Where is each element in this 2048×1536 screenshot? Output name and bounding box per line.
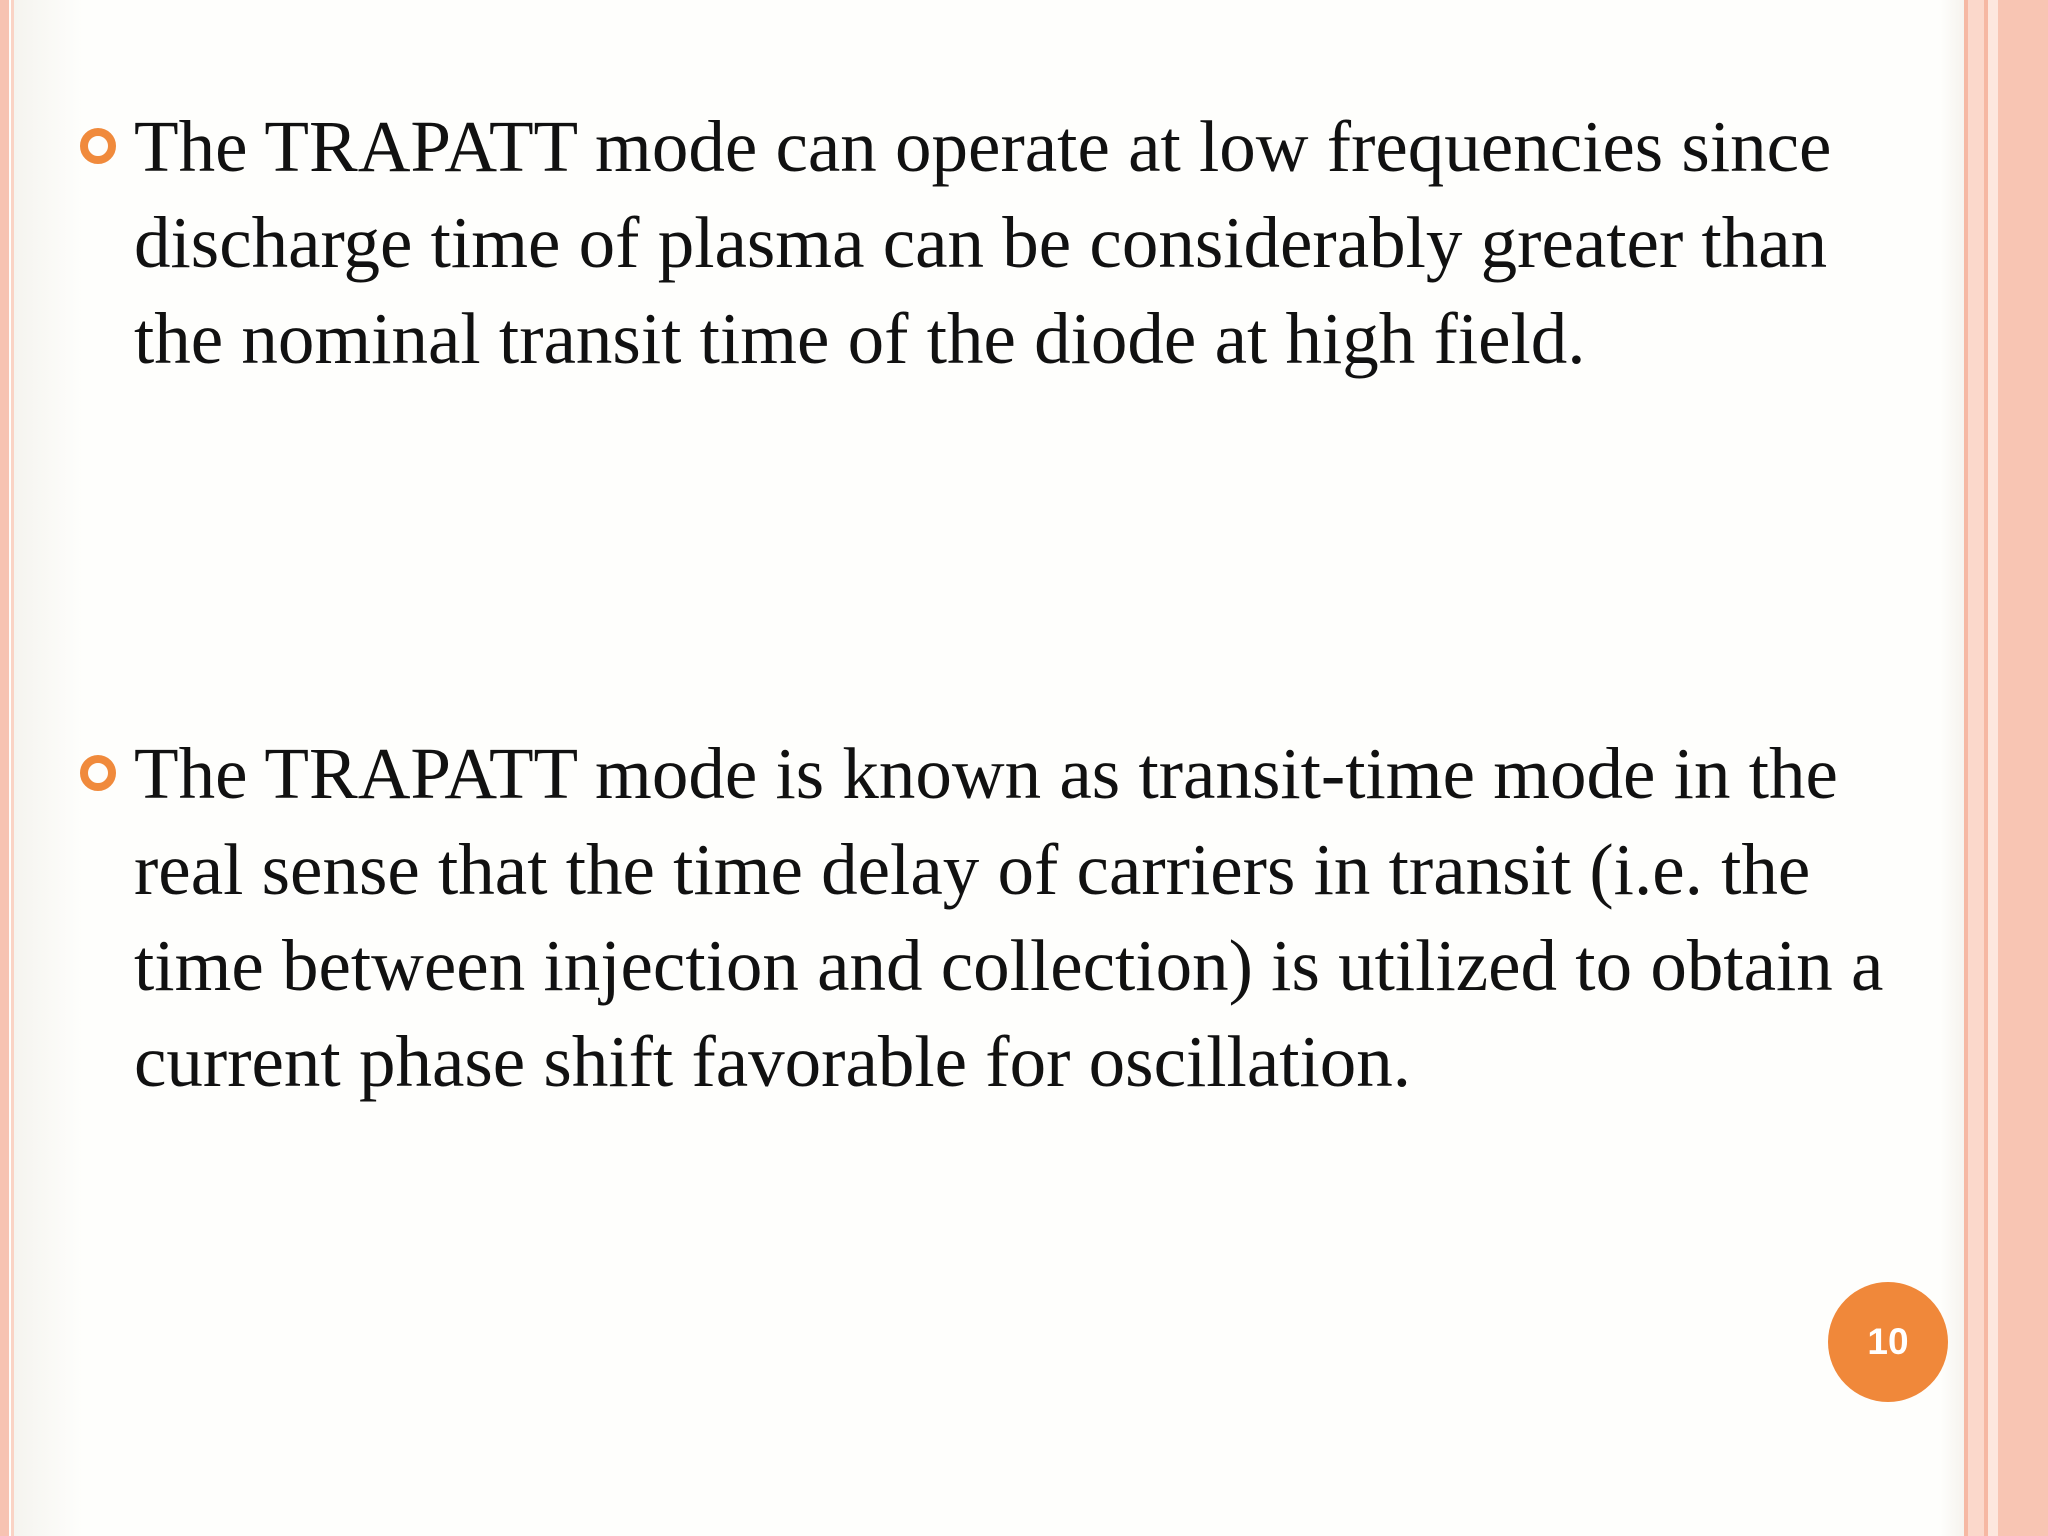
right-border-stripe <box>1988 0 1998 1536</box>
right-border-stripe <box>1968 0 1984 1536</box>
left-border-shade <box>14 0 84 1536</box>
bullet-item <box>80 726 1900 1110</box>
bullet-item <box>80 99 1900 387</box>
bullet-text: The TRAPATT mode can operate at low frequencies since discharge time of plasma can be considerably greater than the nominal transit time of the diode at high field. <box>134 106 1832 379</box>
page-number-badge <box>1828 1282 1948 1402</box>
right-border-stripe <box>1998 0 2048 1536</box>
bullet-text: The TRAPATT mode is known as transit-time mode in the real sense that the time delay of carriers in transit (i.e. the time between injection and collection) is utilized to obtain a current phase shift favorable for oscillation. <box>134 733 1884 1102</box>
page-number: 10 <box>1867 1321 1909 1362</box>
ring-bullet-icon <box>80 755 116 791</box>
left-border-stripe <box>0 0 9 1536</box>
right-border-shade <box>1940 0 1964 1536</box>
ring-bullet-icon <box>80 128 116 164</box>
